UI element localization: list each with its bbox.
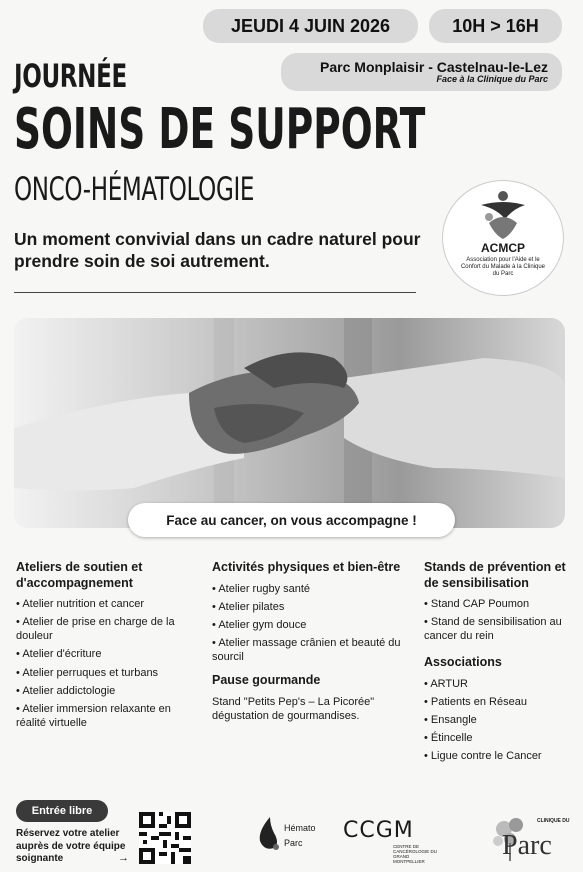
- activities-column: [212, 560, 402, 723]
- divider: [14, 292, 416, 293]
- arrow-right-icon: →: [118, 852, 129, 864]
- pause-title: Pause gourmande: [212, 673, 321, 688]
- list-item: • Stand de sensibilisation au cancer du rein: [424, 615, 574, 643]
- photo-caption: Face au cancer, on vous accompagne !: [128, 503, 455, 537]
- location-name: Parc Monplaisir - Castelnau-le-Lez: [320, 58, 548, 75]
- hemato-text: Hémato: [284, 823, 316, 833]
- logo-name: ACMCP: [481, 241, 525, 255]
- acmcp-logo: [442, 180, 564, 296]
- column-title: Ateliers de soutien et d'accompagnement: [16, 560, 143, 590]
- pause-text: Stand "Petits Pep's – La Picorée" dégustation de gourmandises.: [212, 695, 375, 722]
- hands-photo: [14, 318, 565, 528]
- list-item: • ARTUR: [424, 677, 574, 691]
- location-subtitle: Face à la Clinique du Parc: [436, 73, 548, 84]
- list-item: • Atelier addictologie: [16, 684, 199, 698]
- prevention-column: [424, 560, 574, 768]
- list-item: • Stand CAP Poumon: [424, 597, 574, 611]
- list-item: • Atelier nutrition et cancer: [16, 597, 199, 611]
- list-item: • Atelier immersion relaxante en réalité virtuelle: [16, 702, 199, 730]
- list-item: • Patients en Réseau: [424, 695, 574, 709]
- list-item: • Atelier rugby santé: [212, 582, 402, 596]
- list-item: • Atelier d'écriture: [16, 647, 199, 661]
- list-item: • Atelier perruques et turbans: [16, 666, 199, 680]
- column-title: Activités physiques et bien-être: [212, 560, 401, 574]
- date-badge: JEUDI 4 JUIN 2026: [203, 9, 418, 43]
- ccgm-subtitle: CENTRE DE CANCÉROLOGIE DU GRAND MONTPELLIER: [393, 844, 438, 864]
- time-badge: 10H > 16H: [429, 9, 562, 43]
- associations-title: Associations: [424, 655, 502, 670]
- title-line-2: SOINS DE SUPPORT: [14, 97, 426, 162]
- clinic-parc-text: Parc: [502, 830, 552, 861]
- list-item: • Étincelle: [424, 731, 574, 745]
- tagline: Un moment convivial dans un cadre naturel pour prendre soin de soi autrement.: [14, 229, 421, 271]
- title-line-1: JOURNÉE: [14, 57, 127, 95]
- list-item: • Ensangle: [424, 713, 574, 727]
- list-item: • Atelier massage crânien et beauté du sourcil: [212, 636, 402, 664]
- people-icon: [475, 189, 531, 241]
- title-line-3: ONCO-HÉMATOLOGIE: [14, 170, 255, 208]
- workshops-column: [16, 560, 199, 734]
- list-item: • Atelier pilates: [212, 600, 402, 614]
- qr-code-icon[interactable]: [139, 812, 191, 864]
- parc-text: Parc: [284, 838, 303, 848]
- hemato-parc-logo-icon: [254, 815, 284, 853]
- column-title: Stands de prévention et de sensibilisation: [424, 560, 566, 590]
- logo-description: Association pour l'Aide et le Confort du Malade à la Clinique du Parc: [460, 257, 546, 277]
- list-item: • Atelier gym douce: [212, 618, 402, 632]
- free-entry-badge: Entrée libre: [16, 800, 108, 822]
- list-item: • Atelier de prise en charge de la douleur: [16, 615, 199, 643]
- ccgm-logo: CCGM: [343, 818, 414, 843]
- reservation-text: Réservez votre atelier auprès de votre équipe soignante: [16, 828, 126, 864]
- location-badge: [281, 53, 562, 91]
- clinic-small-text: CLINIQUE DU: [537, 818, 570, 824]
- list-item: • Ligue contre le Cancer: [424, 749, 574, 763]
